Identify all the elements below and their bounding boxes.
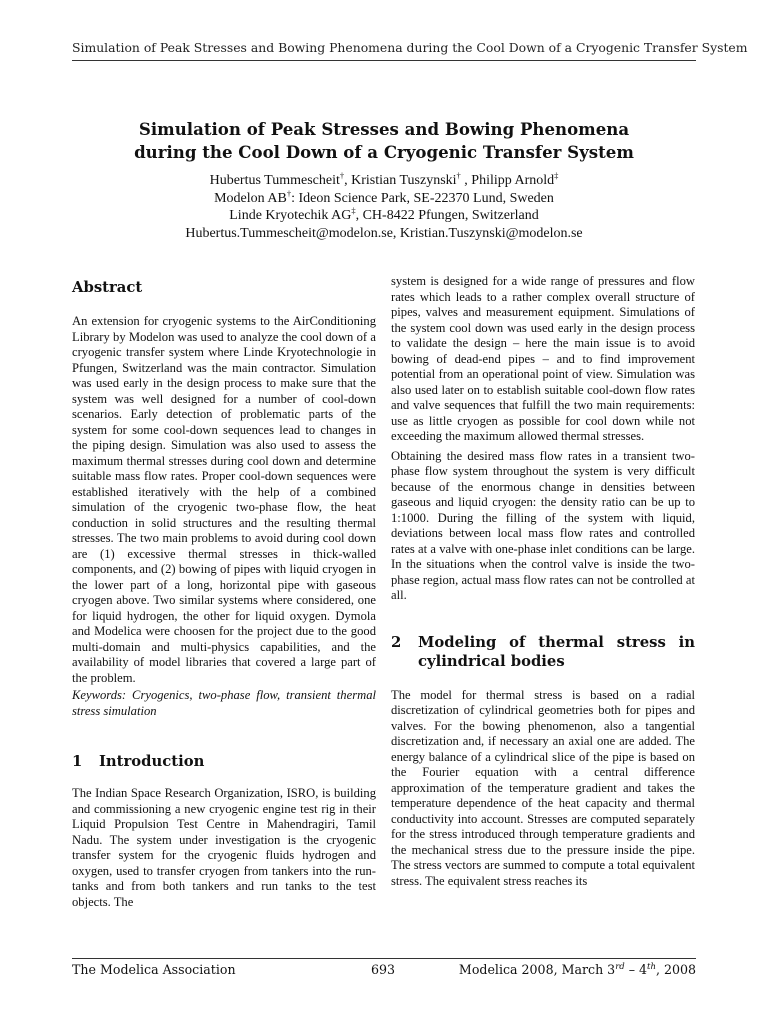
- right-column: [391, 274, 695, 889]
- dagger-mark: †: [339, 170, 345, 181]
- author-3: Philipp Arnold: [471, 173, 555, 188]
- section-2-title-line-1: Modeling of thermal stress in: [418, 633, 695, 651]
- left-column: [72, 274, 376, 910]
- footer-right: [459, 962, 696, 977]
- page-number: 693: [371, 962, 396, 977]
- footer-left: The Modelica Association: [72, 962, 236, 977]
- abstract-body: An extension for cryogenic systems to the AirConditioning Library by Modelon was used to analyze the cool down of a cryogenic transfer system where Linde Kryotechnologie in Pfungen, Switzerland was the main contractor. Simulation was used early in the design process to make sure that the system was well designed for a number of cool-down scenarios. Early detection of problematic parts of the system for some cool-down sequences lead to changes in the piping design. Simulation was also used to assess the maximum thermal stresses during cool down and determine suitable mass flow rates. Proper cool-down sequences were established iteratively with the help of a combined simulation of the cryogenic two-phase flow, the heat conduction in solid structures and the resulting thermal stresses. The two main problems to avoid during cool down are (1) excessive thermal stresses in thick-walled components, and (2) bowing of pipes with liquid cryogen in the lower part of a long, horizontal pipe with gaseous cryogen above. Two similar systems where considered, one for liquid hydrogen, the other for liquid oxygen. Dymola and Modelica were choosen for the project due to the good multi-domain and multi-physics capabilities, and the availability of model libraries that covered a large part of the problem.: [72, 314, 376, 685]
- footer-rule: [72, 958, 696, 959]
- keywords: Keywords: Cryogenics, two-phase flow, transient thermal stress simulation: [72, 688, 376, 718]
- author-2: Kristian Tuszynski: [351, 173, 457, 188]
- section-2-number: 2: [391, 633, 402, 651]
- author-emails: Hubertus.Tummescheit@modelon.se, Kristian.Tuszynski@modelon.se: [185, 225, 583, 241]
- title-line-2: during the Cool Down of a Cryogenic Transfer System: [134, 142, 634, 162]
- right-para-3: The model for thermal stress is based on a radial discretization of cylindrical geometries both for pipes and valves. For the bowing phenomenon, also a tangential discretization and, if necessary an axial one are added. The energy balance of a cylindrical slice of the pipe is based on the Fourier equation with a central difference approximation of the temperature gradient and takes the temperature dependence of the heat capacity and thermal conductivity into account. Stresses are computed separately for the stress introduced through temperature gradients and the mechanical stress due to the pressure inside the pipe. The stress vectors are summed to compute a total equivalent stress. The equivalent stress reaches its: [391, 687, 695, 888]
- ddagger-mark: ‡: [554, 170, 559, 181]
- dagger-mark: †: [286, 187, 292, 198]
- section-1-heading: [72, 752, 376, 771]
- affiliation-1-address: Ideon Science Park, SE-22370 Lund, Sweden: [298, 190, 554, 206]
- author-1: Hubertus Tummescheit: [209, 173, 340, 188]
- section-1-title: Introduction: [99, 753, 205, 770]
- header-rule: [72, 60, 696, 61]
- affiliation-1: Modelon AB†: Ideon Science Park, SE-22370 Lund, Sweden: [214, 187, 554, 206]
- affiliation-1-org: Modelon AB: [214, 190, 287, 206]
- section-1-number: 1: [72, 753, 83, 770]
- title-line-1: Simulation of Peak Stresses and Bowing Phenomena: [138, 119, 630, 139]
- section-2-heading: [391, 633, 695, 671]
- affiliation-2-address: CH-8422 Pfungen, Switzerland: [362, 208, 539, 224]
- footer-right-mid: – 4: [624, 962, 648, 977]
- author-block: [72, 172, 696, 242]
- footer-right-text: Modelica 2008, March 3: [458, 962, 616, 977]
- right-para-2: Obtaining the desired mass flow rates in a transient two-phase flow system throughout the system is very difficult because of the enormous change in densities between gaseous and liquid cryogen: the density ratio can be up to 1:1000. During the filling of the system with liquid, deviations between local mass flow rates and controlled rates at a valve with one-phase inlet conditions can be large. In the situations when the control valve is inside the two-phase region, actual mass flow rates can not be controlled at all.: [391, 448, 695, 602]
- right-para-1: system is designed for a wide range of pressures and flow rates which leads to a rather complex overall structure of pipes, valves and measurement equipment. Simulations of the system cool down was used early in the design process to validate the design – here the main issue is to avoid bowing of dead-end pipes – and to find improvement potential from an operational point of view. Simulation was also used later on to establish suitable cool-down flow rates and valve sequences that fulfill the two main requirements: use as little cryogen as possible for cool down while not exceeding the maximum allowed thermal stresses.: [391, 274, 695, 443]
- footer-right-post: , 2008: [655, 962, 696, 977]
- affiliation-2-org: Linde Kryotechik AG: [229, 208, 352, 224]
- section-2-title-line-2: cylindrical bodies: [418, 652, 565, 670]
- section-2-title: [418, 633, 695, 671]
- paper-title: [72, 118, 696, 164]
- abstract-heading: Abstract: [72, 279, 143, 296]
- author-names: Hubertus Tummescheit†, Kristian Tuszynski† , Philipp Arnold‡: [209, 170, 559, 188]
- ddagger-mark: ‡: [351, 205, 356, 216]
- intro-body: The Indian Space Research Organization, ISRO, is building and commissioning a new cryogenic engine test rig in their Liquid Propulsion Test Centre in Mahendragiri, Tamil Nadu. The system under investigation is the cryogenic transfer system for the cryogenic fluids hydrogen and oxygen, used to transfer cryogen from tankers into the run-tanks and from both tankers and run tanks to the test objects. The: [72, 786, 376, 909]
- dagger-mark: †: [456, 170, 461, 181]
- footer-sup-2: th: [647, 962, 656, 972]
- footer-sup-1: rd: [615, 962, 625, 972]
- running-head: Simulation of Peak Stresses and Bowing Phenomena during the Cool Down of a Cryogenic Transfer System: [72, 40, 748, 55]
- affiliation-2: Linde Kryotechik AG‡, CH-8422 Pfungen, Switzerland: [229, 205, 539, 224]
